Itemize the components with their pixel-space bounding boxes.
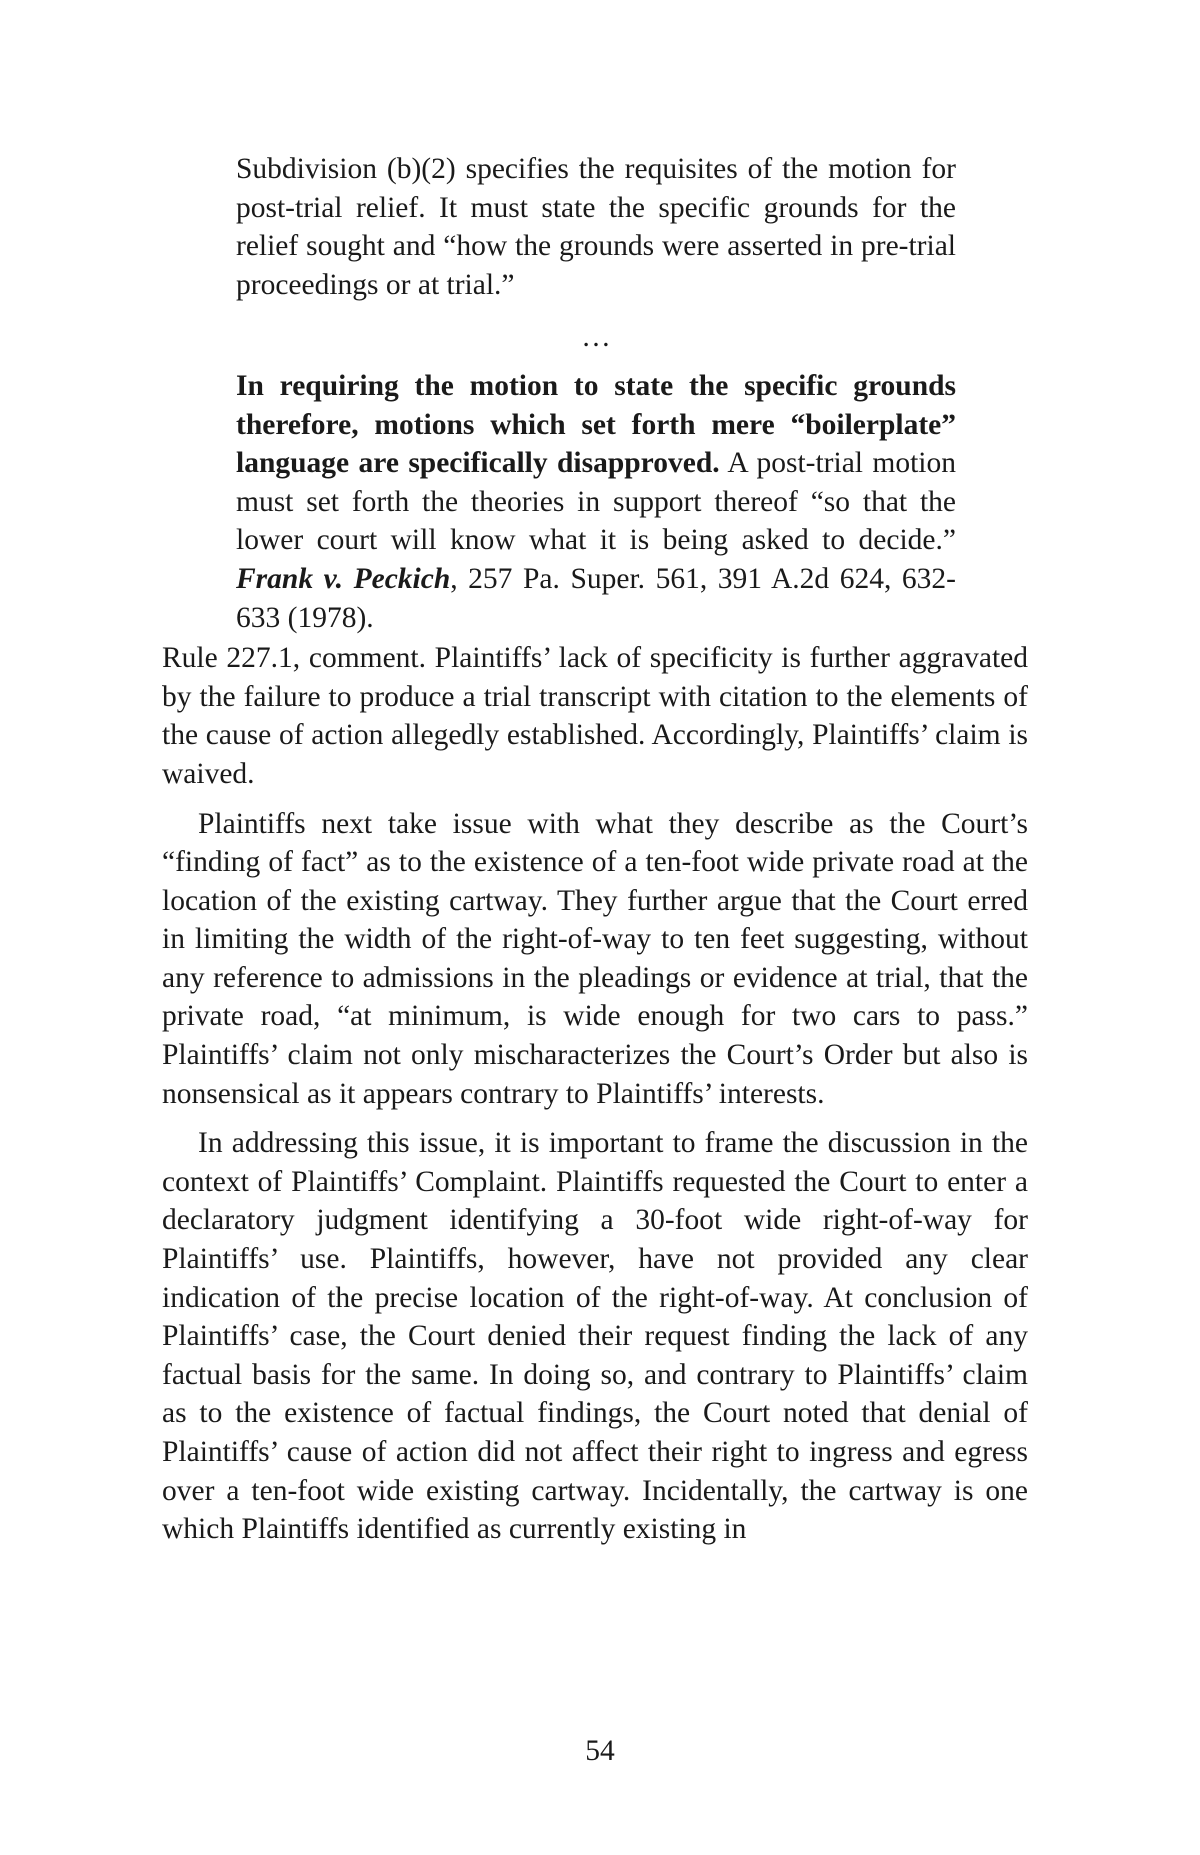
case-name: Frank v. Peckich (236, 562, 451, 595)
page-number: 54 (585, 1735, 615, 1767)
quote-ellipsis: … (581, 321, 611, 354)
quote-bold-text: In requiring the motion to state the specific grounds therefore, motions which set forth mere “boilerplate” language are specifically disapproved. (236, 369, 956, 480)
quote-paragraph-1: Subdivision (b)(2) specifies the requisites of the motion for post-trial relief. It must state the specific grounds for the relief sought and “how the grounds were asserted in pre-trial proceedings or at trial.” (236, 153, 956, 301)
body-paragraph-2: Plaintiffs next take issue with what they describe as the Court’s “finding of fact” as to the existence of a ten-foot wide private road at the location of the existing cartway. They further argue that the Court erred in limiting the width of the right-of-way to ten feet suggesting, without any reference to admissions in the pleadings or evidence at trial, that the private road, “at minimum, is wide enough for two cars to pass.” Plaintiffs’ claim not only mischaracterizes the Court’s Order but also is nonsensical as it appears contrary to Plaintiffs’ interests. (162, 807, 1028, 1110)
quote-paragraph-2 (236, 367, 956, 637)
document-page (162, 150, 1028, 1549)
body-paragraph-3: In addressing this issue, it is important to frame the discussion in the context of Plaintiffs’ Complaint. Plaintiffs requested the Court to enter a declaratory judgment identifying a 30-foot wide right-of-way for Plaintiffs’ use. Plaintiffs, however, have not provided any clear indication of the precise location of the right-of-way. At conclusion of Plaintiffs’ case, the Court denied their request finding the lack of any factual basis for the same. In doing so, and contrary to Plaintiffs’ claim as to the existence of factual findings, the Court noted that denial of Plaintiffs’ cause of action did not affect their right to ingress and egress over a ten-foot wide existing cartway. Incidentally, the cartway is one which Plaintiffs identified as currently existing in (162, 1127, 1028, 1546)
quote-text: A post-trial motion must set forth the theories in support thereof “so that the lower court will know what it is being asked to decide.” (236, 447, 956, 557)
block-quote (236, 150, 956, 637)
case-citation: , 257 Pa. Super. 561, 391 A.2d 624, 632-633 (1978). (236, 562, 956, 634)
body-paragraph-1: Rule 227.1, comment. Plaintiffs’ lack of specificity is further aggravated by the failure to produce a trial transcript with citation to the elements of the cause of action allegedly established. Accordingly, Plaintiffs’ claim is waived. (162, 642, 1028, 790)
